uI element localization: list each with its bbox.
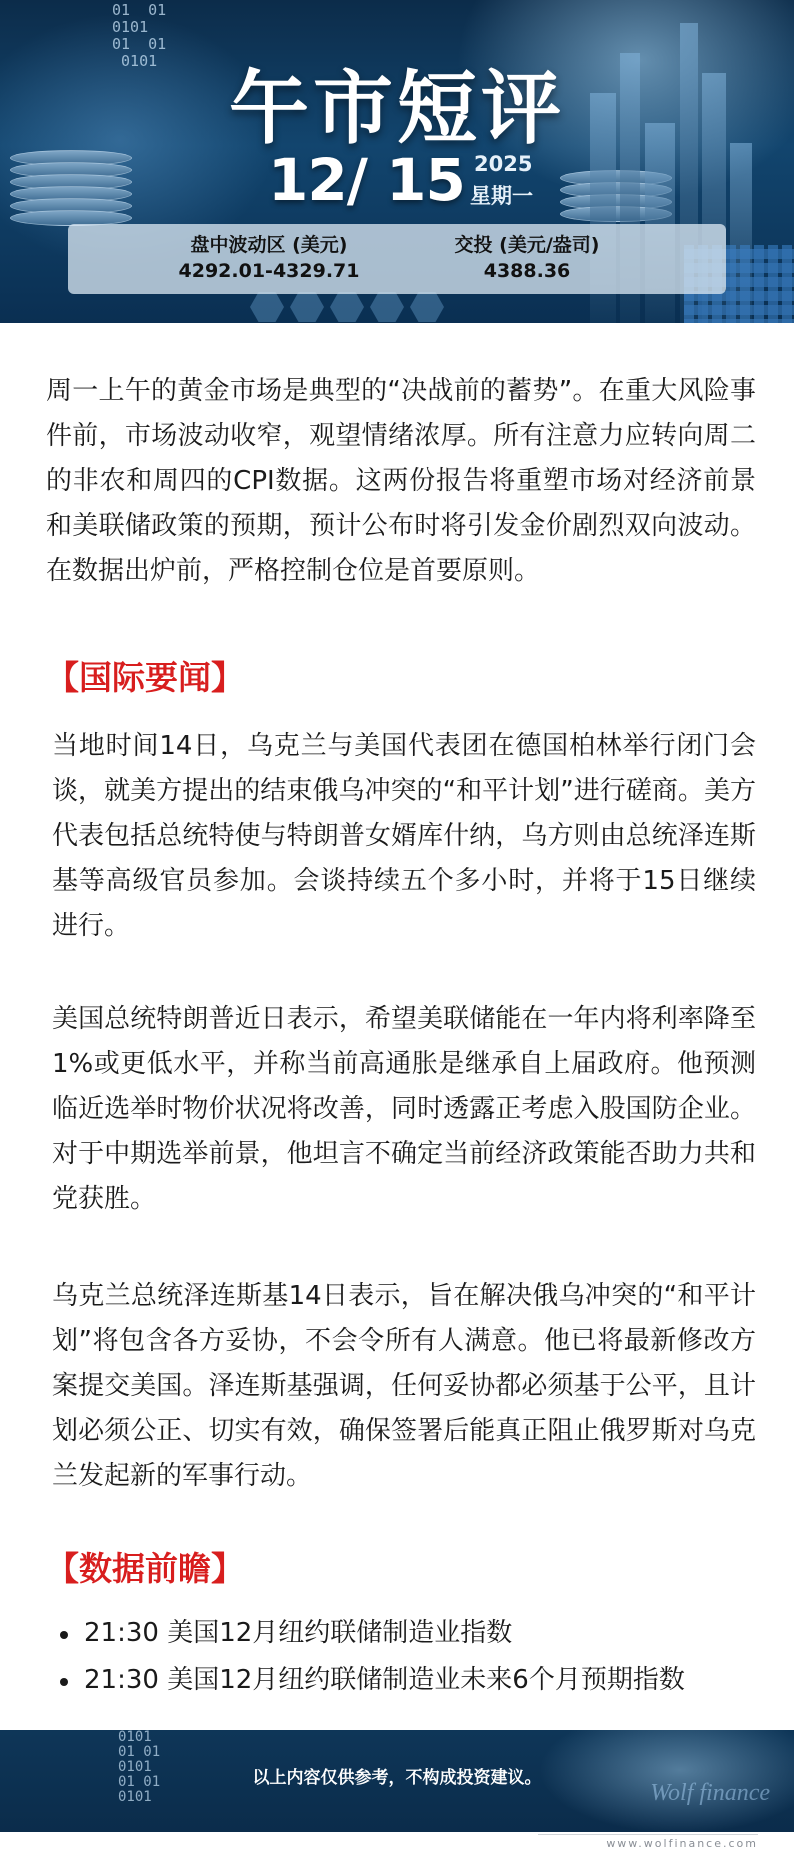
header-banner (0, 0, 794, 323)
page-title: 午市短评 (229, 62, 565, 155)
news-paragraph: 乌克兰总统泽连斯基14日表示，旨在解决俄乌冲突的“和平计划”将包含各方妥协，不会令所有人满意。他已将最新修改方案提交美国。泽连斯基强调，任何妥协都必须基于公平，且计划必须公正、切实有效，确保签署后能真正阻止俄罗斯对乌克兰发起新的军事行动。 (52, 1281, 756, 1491)
wolf-finance-logo: Wolf finance (650, 1780, 770, 1806)
delivery-price-label: 交投 (美元/盎司) (454, 234, 600, 256)
section-title-data: 【数据前瞻】 (46, 1549, 244, 1588)
binary-decoration: 01 01 0101 01 01 0101 (112, 1, 167, 70)
delivery-price (422, 232, 632, 284)
list-item: 21:30 美国12月纽约联储制造业指数 (56, 1610, 776, 1657)
website-url: www.wolfinance.com (606, 1837, 758, 1850)
price-info-box (68, 224, 726, 294)
disclaimer-text: 以上内容仅供参考，不构成投资建议。 (252, 1768, 542, 1788)
news-paragraph: 当地时间14日，乌克兰与美国代表团在德国柏林举行闭门会谈，就美方提出的结束俄乌冲突的“和平计划”进行磋商。美方代表包括总统特使与特朗普女婿库什纳，乌方则由总统泽连斯基等高级官员参加。会谈持续五个多小时，并将于15日继续进行。 (52, 731, 756, 941)
date-weekday: 星期一 (470, 184, 533, 208)
binary-decoration: 0101 01 01 0101 01 01 0101 (118, 1730, 161, 1805)
list-item: 21:30 美国12月纽约联储制造业未来6个月预期指数 (56, 1657, 776, 1704)
divider (538, 1834, 758, 1835)
intraday-range-value: 4292.01-4329.71 (178, 260, 360, 282)
date-day: 12/ 15 (268, 146, 465, 214)
news-paragraph: 美国总统特朗普近日表示，希望美联储能在一年内将利率降至1%或更低水平，并称当前高通胀是继承自上届政府。他预测临近选举时物价状况将改善，同时透露正考虑入股国防企业。对于中期选举前景，他坦言不确定当前经济政策能否助力共和党获胜。 (52, 1004, 756, 1214)
date-year: 2025 (474, 152, 533, 176)
section-title-international: 【国际要闻】 (46, 658, 244, 697)
delivery-price-value: 4388.36 (483, 260, 571, 282)
footer-banner (0, 1730, 794, 1832)
intro-paragraph: 周一上午的黄金市场是典型的“决战前的蓄势”。在重大风险事件前，市场波动收窄，观望情绪浓厚。所有注意力应转向周二的非农和周四的CPI数据。这两份报告将重塑市场对经济前景和美联储政策的预期，预计公布时将引发金价剧烈双向波动。在数据出炉前，严格控制仓位是首要原则。 (46, 376, 756, 586)
data-list (56, 1610, 776, 1704)
intraday-range-label: 盘中波动区 (美元) (190, 234, 348, 256)
intraday-range (174, 232, 364, 284)
